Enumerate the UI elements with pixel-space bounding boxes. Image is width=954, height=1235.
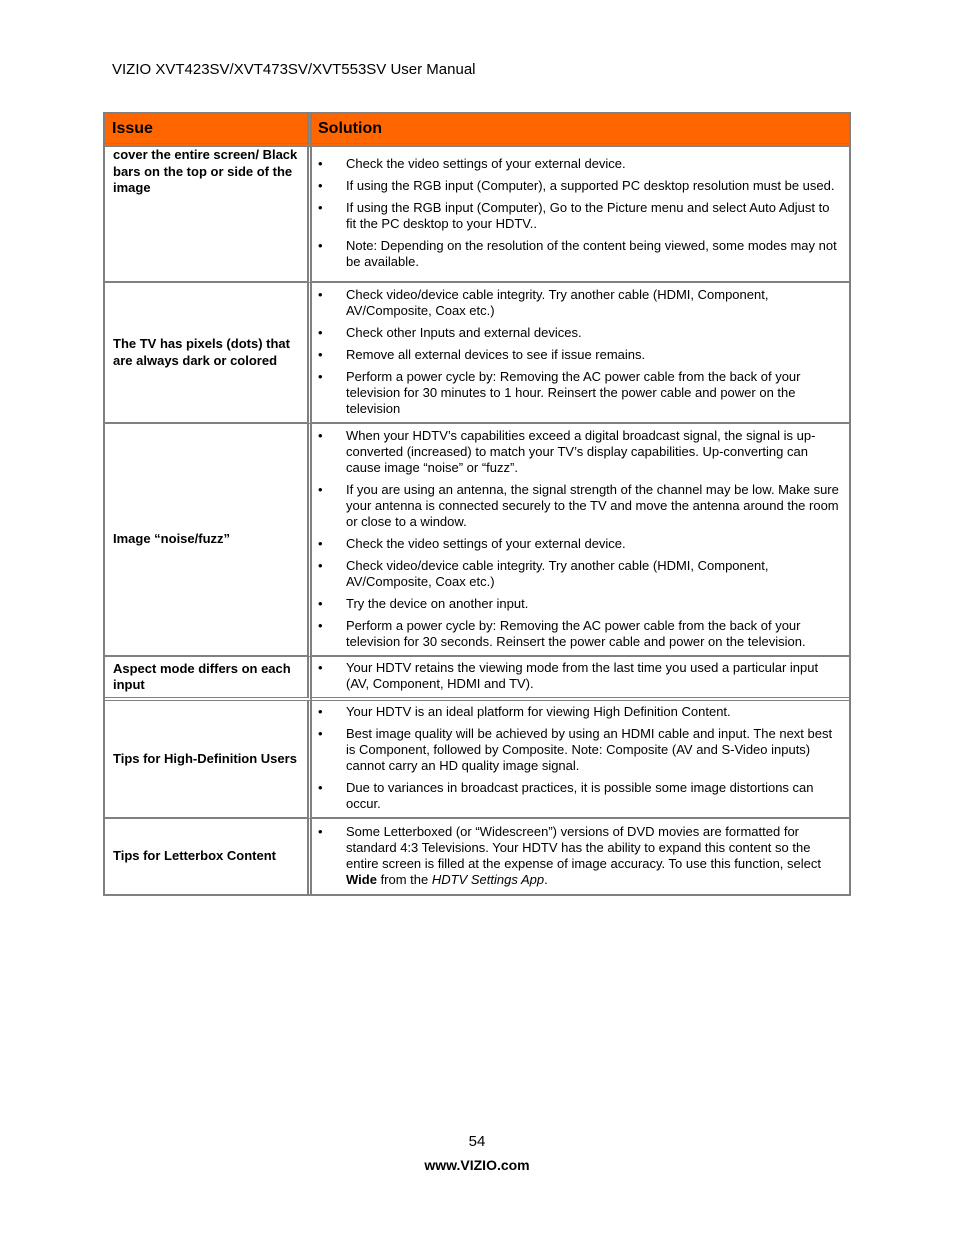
list-item: • Check other Inputs and external devices. <box>318 324 582 340</box>
bullet-icon: • <box>318 595 323 611</box>
issue-cell: The TV has pixels (dots) that are always dark or colored <box>105 283 312 424</box>
list-item: • Your HDTV retains the viewing mode from the last time you used a particular input (AV, Component, HDMI and TV). <box>318 660 819 691</box>
list-item: • If using the RGB input (Computer), Go to the Picture menu and select Auto Adjust to fit the PC desktop to your HDTV.. <box>318 200 830 231</box>
bullet-icon: • <box>318 557 323 573</box>
table-row <box>105 147 849 283</box>
table-row <box>105 819 849 894</box>
solution-cell <box>312 819 849 894</box>
bullet-icon: • <box>318 660 323 675</box>
bullet-icon: • <box>318 156 323 171</box>
list-item: • Note: Depending on the resolution of the content being viewed, some modes may not be available. <box>318 238 837 269</box>
list-item: • Perform a power cycle by: Removing the AC power cable from the back of your television for 30 seconds. Reinsert the power cable and power on the television. <box>318 617 806 649</box>
bullet-icon: • <box>318 368 323 384</box>
solution-cell <box>312 424 849 657</box>
bullet-icon: • <box>318 726 323 741</box>
solution-cell <box>312 701 849 819</box>
bullet-icon: • <box>318 481 323 497</box>
issue-cell: Tips for Letterbox Content <box>105 819 312 894</box>
list-item: • Check video/device cable integrity. Try another cable (HDMI, Component, AV/Composite, Coax etc.) <box>318 286 769 318</box>
footer-url: www.VIZIO.com <box>424 1157 530 1173</box>
list-item: • Your HDTV is an ideal platform for viewing High Definition Content. <box>318 704 731 719</box>
bullet-icon: • <box>318 324 323 340</box>
bullet-icon: • <box>318 617 323 633</box>
bullet-icon: • <box>318 346 323 362</box>
bullet-icon: • <box>318 780 323 795</box>
solution-cell <box>312 657 849 701</box>
list-item: • Perform a power cycle by: Removing the AC power cable from the back of your television for 30 minutes to 1 hour. Reinsert the power cable and power on the television <box>318 368 801 416</box>
bullet-icon: • <box>318 178 323 193</box>
list-item: • Check the video settings of your external device. <box>318 535 626 551</box>
list-item: • If you are using an antenna, the signal strength of the channel may be low. Make sure your antenna is connected securely to the TV and move the antenna around the room or close to a window. <box>318 481 839 529</box>
solution-cell <box>312 283 849 424</box>
bullet-icon: • <box>318 535 323 551</box>
list-item: • If using the RGB input (Computer), a supported PC desktop resolution must be used. <box>318 178 835 193</box>
table-row <box>105 424 849 657</box>
list-item: • Try the device on another input. <box>318 595 529 611</box>
troubleshooting-table <box>103 112 851 896</box>
issue-cell: Image “noise/fuzz” <box>105 424 312 657</box>
issue-cell: Tips for High-Definition Users <box>105 701 312 819</box>
bullet-icon: • <box>318 286 323 302</box>
table-row <box>105 283 849 424</box>
wide-setting-label: Wide <box>346 871 377 887</box>
bullet-icon: • <box>318 238 323 253</box>
list-item: • When your HDTV’s capabilities exceed a digital broadcast signal, the signal is up-converted (increased) to match your TV’s display capabilities. Up-converting can cause image “noise” or “fuzz”. <box>318 427 816 475</box>
bullet-icon: • <box>318 704 323 719</box>
list-item: • Check the video settings of your external device. <box>318 156 626 171</box>
list-item: • Remove all external devices to see if issue remains. <box>318 346 646 362</box>
bullet-icon: • <box>318 823 323 839</box>
table-row <box>105 657 849 701</box>
list-item: • Some Letterboxed (or “Widescreen”) versions of DVD movies are formatted for standard 4:3 Televisions. Your HDTV has the ability to expand this content so the entire screen is filled at the expense of image accuracy. To use this function, select Wide from the HDTV Settings App. <box>318 823 821 887</box>
issue-column-header: Issue <box>105 114 312 147</box>
page-number: 54 <box>468 1133 486 1150</box>
issue-cell: Aspect mode differs on each input <box>105 657 312 701</box>
list-item: • Best image quality will be achieved by using an HDMI cable and input. The next best is Component, followed by Composite. Note: Composite (AV and S-Video inputs) cannot carry an HD quality image signal. <box>318 726 833 773</box>
issue-cell: cover the entire screen/ Black bars on the top or side of the image <box>105 147 312 283</box>
list-item: • Due to variances in broadcast practices, it is possible some image distortions can occur. <box>318 780 814 811</box>
solution-column-header: Solution <box>312 114 849 147</box>
table-header-row <box>105 114 849 147</box>
bullet-icon: • <box>318 200 323 215</box>
bullet-icon: • <box>318 427 323 443</box>
solution-cell <box>312 147 849 283</box>
hdtv-settings-app-label: HDTV Settings App <box>431 871 545 887</box>
document-title: VIZIO XVT423SV/XVT473SV/XVT553SV User Manual <box>112 61 476 78</box>
list-item: • Check video/device cable integrity. Try another cable (HDMI, Component, AV/Composite, Coax etc.) <box>318 557 769 589</box>
table-row <box>105 701 849 819</box>
